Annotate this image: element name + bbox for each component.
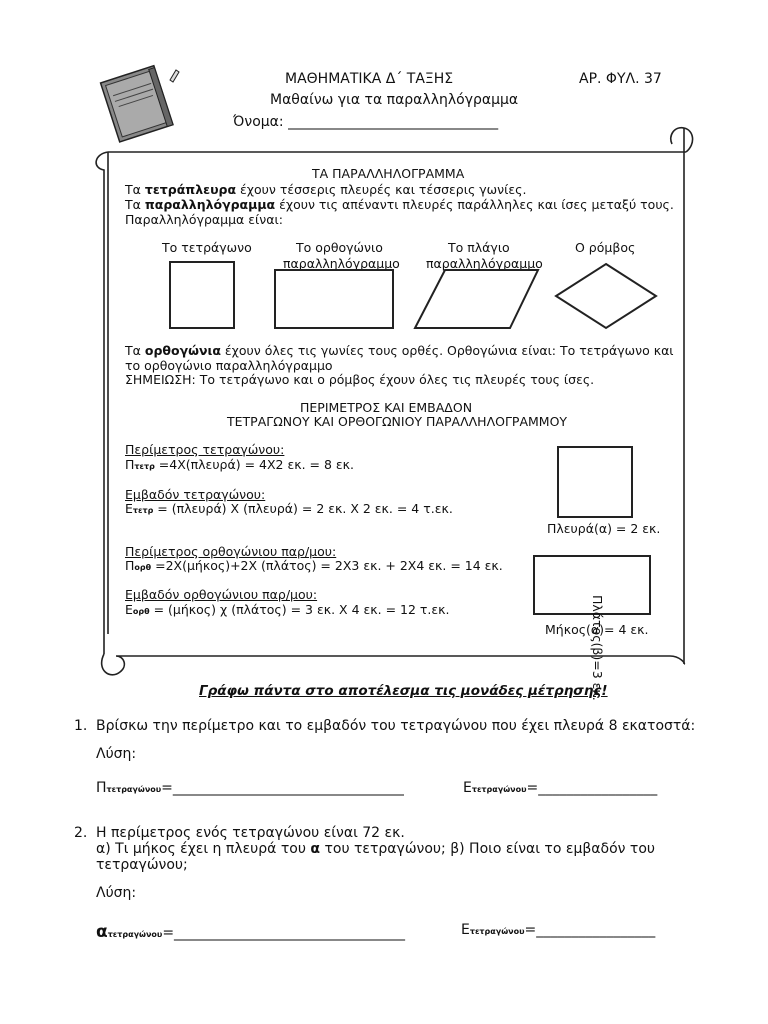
parallelogram-shape	[415, 270, 538, 328]
formula-symbol: Ε	[125, 602, 133, 617]
rectangle-label-1: Το ορθογώνιο	[296, 240, 383, 255]
section-heading: ΤΑ ΠΑΡΑΛΛΗΛΟΓΡΑΜΜΑ	[312, 166, 465, 181]
formula-subscript: ορθ	[132, 607, 150, 616]
question-1-solution: Λύση:	[96, 746, 137, 762]
answer-subscript: τετραγώνου	[469, 927, 525, 936]
text-part: έχουν τις απέναντι πλευρές παράλληλες και ίσες μεταξύ τους.	[275, 197, 674, 212]
formula-symbol: Π	[125, 457, 135, 472]
formula-1-title: Περίμετρος τετραγώνου:	[125, 442, 285, 457]
question-2-number: 2.	[74, 825, 88, 841]
formula-symbol: Π	[125, 558, 135, 573]
answer-symbol: α	[96, 922, 108, 942]
question-2-area-answer[interactable]	[461, 922, 655, 938]
square-label: Το τετράγωνο	[162, 240, 252, 255]
oblique-parallelogram-label-1: Το πλάγιο	[448, 240, 510, 255]
square-shape	[170, 262, 234, 328]
units-reminder: Γράφω πάντα στο αποτέλεσμα τις μονάδες μέτρησης!	[199, 683, 608, 699]
note-line: ΣΗΜΕΙΩΣΗ: Το τετράγωνο και ο ρόμβος έχουν όλες τις πλευρές τους ίσες.	[125, 372, 595, 387]
answer-subscript: τετραγώνου	[471, 785, 527, 794]
sheet-number: ΑΡ. ΦΥΛ. 37	[579, 71, 662, 87]
rhombus-label: Ο ρόμβος	[575, 240, 636, 255]
text-part: Τα	[125, 197, 145, 212]
answer-line[interactable]: =_________________________________	[161, 780, 404, 796]
formula-body: = (μήκος) χ (πλάτος) = 3 εκ. Χ 4 εκ. = 12 τ.εκ.	[149, 602, 450, 617]
answer-symbol: Ε	[463, 780, 472, 796]
answer-subscript: τετραγώνου	[106, 785, 162, 794]
formula-subscript: τετρ	[134, 462, 155, 471]
formula-1	[125, 457, 354, 472]
bold-term: τετράπλευρα	[144, 182, 237, 197]
name-field[interactable]: ______________________________	[288, 114, 499, 130]
question-1-area-answer[interactable]	[463, 780, 657, 796]
parallelograms-are-line: Παραλληλόγραμμα είναι:	[125, 212, 283, 227]
question-2-solution: Λύση:	[96, 885, 137, 901]
text-part: Τα	[125, 182, 145, 197]
worksheet-subtitle: Μαθαίνω για τα παραλληλόγραμμα	[270, 92, 519, 108]
orthogonal-line-2: το ορθογώνιο παραλληλόγραμμο	[125, 358, 333, 373]
bold-term: ορθογώνια	[144, 343, 221, 358]
question-2-text-end: τετραγώνου;	[96, 857, 188, 873]
bold-term: παραλληλόγραμμα	[144, 197, 276, 212]
quadrilaterals-line	[125, 182, 526, 197]
bold-term: α	[310, 841, 320, 857]
formula-subscript: τετρ	[132, 506, 154, 515]
text-part: α) Τι μήκος έχει η πλευρά του	[96, 841, 311, 857]
answer-subscript: τετραγώνου	[107, 930, 163, 939]
rectangle-label-2: παραλληλόγραμμο	[283, 256, 400, 271]
worksheet-title: ΜΑΘΗΜΑΤΙΚΑ Δ΄ ΤΑΞΗΣ	[285, 71, 454, 87]
formula-subscript: ορθ	[134, 563, 152, 572]
width-label: Πλάτος(β)=3 εκ.	[590, 595, 605, 701]
text-part: Τα	[125, 343, 145, 358]
question-1-perimeter-answer[interactable]	[96, 780, 404, 796]
length-label: Μήκος(α)= 4 εκ.	[545, 622, 649, 637]
question-1-text: Βρίσκω την περίμετρο και το εμβαδόν του τετραγώνου που έχει πλευρά 8 εκατοστά:	[96, 718, 696, 734]
text-part: έχουν όλες τις γωνίες τους ορθές. Ορθογώνια είναι: Το τετράγωνο και	[220, 343, 674, 358]
section-heading-2a: ΠΕΡΙΜΕΤΡΟΣ ΚΑΙ ΕΜΒΑΔΟΝ	[300, 400, 473, 415]
section-heading-2b: ΤΕΤΡΑΓΩΝΟΥ ΚΑΙ ΟΡΘΟΓΩΝΙΟΥ ΠΑΡΑΛΛΗΛΟΓΡΑΜΜΟΥ	[227, 414, 568, 429]
text-part: του τετραγώνου; β) Ποιο είναι το εμβαδόν του	[320, 841, 656, 857]
example-square	[558, 447, 632, 517]
answer-line[interactable]: =_________________	[526, 780, 658, 796]
parallelograms-line	[125, 197, 674, 212]
formula-2-title: Εμβαδόν τετραγώνου:	[125, 487, 266, 502]
formula-4-title: Εμβαδόν ορθογώνιου παρ/μου:	[125, 587, 318, 602]
formula-symbol: Ε	[125, 501, 133, 516]
formula-3-title: Περίμετρος ορθογώνιου παρ/μου:	[125, 544, 337, 559]
answer-symbol: Π	[96, 780, 107, 796]
answer-line[interactable]: =_________________________________	[162, 925, 406, 941]
question-2-subquestions	[96, 841, 655, 857]
question-2-text: Η περίμετρος ενός τετραγώνου είναι 72 εκ.	[96, 825, 405, 841]
formula-body: = (πλευρά) Χ (πλευρά) = 2 εκ. Χ 2 εκ. = 4 τ.εκ.	[153, 501, 453, 516]
shapes-illustration	[160, 258, 660, 334]
side-label: Πλευρά(α) = 2 εκ.	[547, 521, 661, 536]
text-part: έχουν τέσσερις πλευρές και τέσσερις γωνίες.	[236, 182, 527, 197]
rhombus-shape	[556, 264, 656, 328]
formula-3	[125, 558, 503, 573]
answer-line[interactable]: =_________________	[524, 922, 656, 938]
formula-4	[125, 602, 450, 617]
question-2-side-answer[interactable]	[96, 922, 405, 942]
question-1-number: 1.	[74, 718, 88, 734]
rectangle-shape	[275, 270, 393, 328]
name-label-text: Όνομα:	[233, 114, 284, 130]
answer-symbol: Ε	[461, 922, 470, 938]
oblique-parallelogram-label-2: παραλληλόγραμμο	[426, 256, 543, 271]
orthogonal-line-1	[125, 343, 674, 358]
formula-2	[125, 501, 453, 516]
formula-body: =4Χ(πλευρά) = 4Χ2 εκ. = 8 εκ.	[154, 457, 355, 472]
formula-body: =2Χ(μήκος)+2Χ (πλάτος) = 2Χ3 εκ. + 2Χ4 εκ. = 14 εκ.	[151, 558, 503, 573]
